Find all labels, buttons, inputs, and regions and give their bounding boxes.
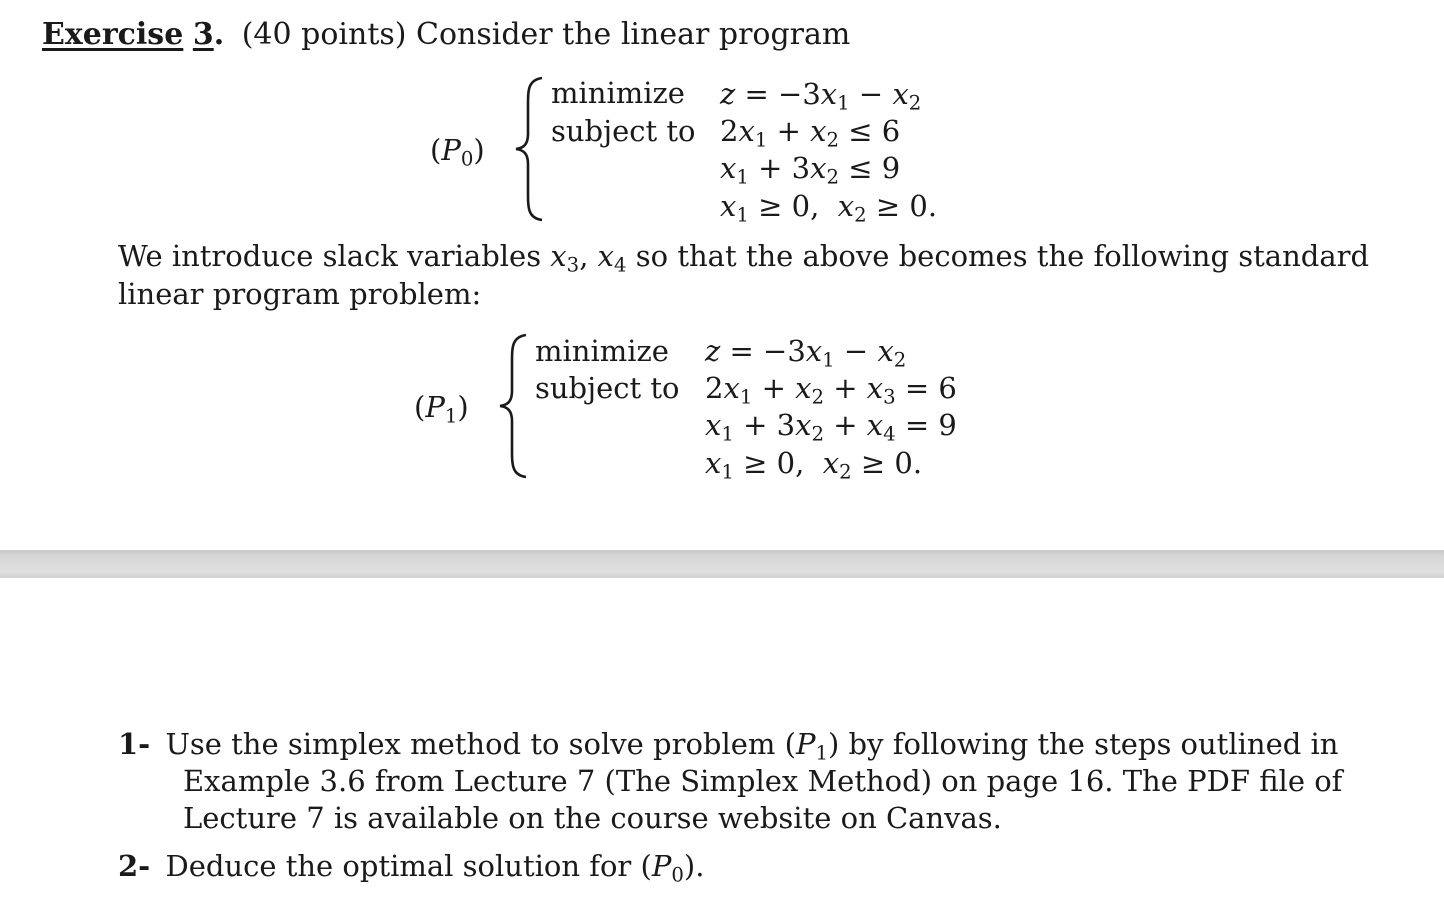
p1-objective: $z = -3x_1 - x_2$ (705, 334, 907, 372)
exercise-title-word: Exercise (42, 17, 184, 52)
question-1-number: 1- (118, 727, 151, 761)
p1-minimize-keyword: minimize (535, 334, 669, 368)
question-1-line-3: Lecture 7 is available on the course website on Canvas. (183, 801, 1002, 835)
p1-constraint-1: $2x_1 + x_2 + x_3 = 6$ (705, 371, 957, 409)
p1-label: $(P_1)$ (414, 390, 469, 428)
page-separator (0, 550, 1444, 578)
slack-paragraph-line-2: linear program problem: (118, 277, 482, 311)
p1-nonnegativity: $x_1 \ge 0$, $x_2 \ge 0$. (705, 446, 923, 484)
p0-left-brace (512, 76, 546, 222)
p1-constraint-2: $x_1 + 3x_2 + x_4 = 9$ (705, 408, 957, 446)
p0-label: $(P_0)$ (430, 133, 485, 171)
exercise-number: 3 (192, 17, 214, 52)
exercise-heading (42, 17, 851, 52)
p0-subject-to-keyword: subject to (551, 114, 696, 148)
question-1-line-1: 1- Use the simplex method to solve problem $(P_1)$ by following the steps outlined in (118, 727, 1339, 765)
question-2-number: 2- (118, 849, 151, 883)
p0-minimize-keyword: minimize (551, 76, 685, 110)
slack-paragraph-line-1: We introduce slack variables $x_3$, $x_4$ so that the above becomes the following standard (118, 239, 1370, 277)
p1-left-brace (496, 333, 530, 479)
p0-nonnegativity: $x_1 \ge 0$, $x_2 \ge 0$. (720, 189, 938, 227)
p0-constraint-1: $2x_1 + x_2 \le 6$ (720, 114, 901, 152)
question-1-line-2: Example 3.6 from Lecture 7 (The Simplex Method) on page 16. The PDF file of (183, 764, 1343, 798)
p0-objective: $z = -3x_1 - x_2$ (720, 77, 922, 115)
p0-constraint-2: $x_1 + 3x_2 \le 9$ (720, 151, 901, 189)
exercise-intro: (40 points) Consider the linear program (241, 17, 851, 52)
document-page-bottom (0, 578, 1444, 919)
question-2: 2- Deduce the optimal solution for $(P_0)$. (118, 849, 705, 887)
p1-subject-to-keyword: subject to (535, 371, 680, 405)
exercise-title-number: 3. (192, 17, 225, 52)
